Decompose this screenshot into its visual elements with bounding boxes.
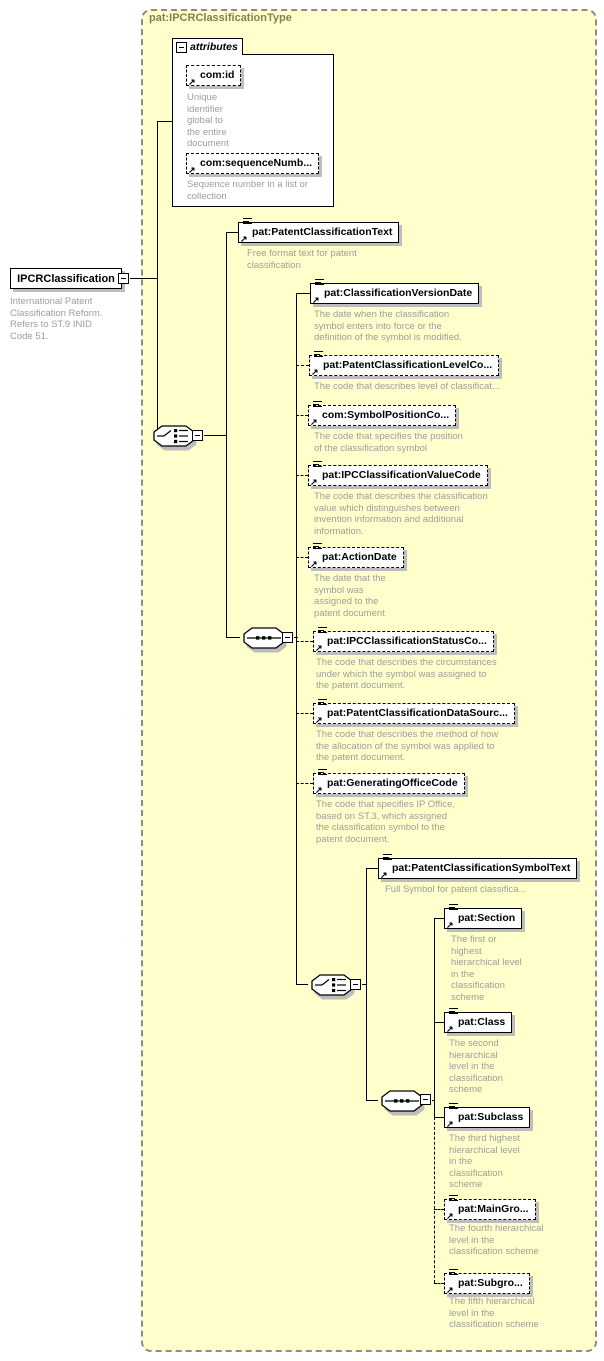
reference-arrow-icon: ↗ xyxy=(310,417,318,427)
connector-line xyxy=(296,984,308,985)
element-patentclassificationsymboltext[interactable] xyxy=(378,858,577,879)
reference-arrow-icon: ↗ xyxy=(446,1285,454,1295)
reference-arrow-icon: ↗ xyxy=(446,920,454,930)
text-content-icon xyxy=(449,1008,458,1016)
element-patentclassificationtext[interactable] xyxy=(238,222,399,243)
reference-arrow-icon: ↗ xyxy=(315,715,323,725)
element-description: The first or highest hierarchical level in the classification scheme xyxy=(451,934,522,1003)
connector-line xyxy=(296,641,313,642)
element-description: The code that describes the method of how the allocation of the symbol was applied to the patent document. xyxy=(316,729,499,763)
element-symbolpositioncode[interactable] xyxy=(308,405,456,426)
element-name: pat:PatentClassificationText xyxy=(252,226,393,238)
connector-line xyxy=(296,713,313,714)
connector-line xyxy=(366,868,378,869)
connector-line xyxy=(157,121,158,436)
collapse-attributes-toggle[interactable] xyxy=(176,42,187,53)
connector-line xyxy=(296,557,308,558)
connector-line xyxy=(434,1117,435,1283)
element-section[interactable] xyxy=(444,908,522,929)
element-name: pat:Subclass xyxy=(458,1111,524,1123)
element-description: The code that specifies IP Office, based on ST.3, which assigned the classification symbol to the patent document. xyxy=(316,799,456,845)
connector-line xyxy=(204,435,226,436)
element-ipcrclassification[interactable] xyxy=(10,268,122,289)
element-name: pat:PatentClassificationLevelCo... xyxy=(323,359,493,371)
text-content-icon xyxy=(315,279,324,287)
text-content-icon xyxy=(449,1103,458,1111)
connector-line xyxy=(434,1209,444,1210)
connector-line xyxy=(434,1022,444,1023)
connector-line xyxy=(226,232,227,638)
attributes-label: attributes xyxy=(190,41,238,53)
text-content-icon xyxy=(383,854,392,862)
connector-line xyxy=(296,293,310,294)
collapse-choice-toggle[interactable] xyxy=(192,430,203,441)
element-description: The code that describes level of classificat... xyxy=(314,381,500,392)
connector-line xyxy=(434,1117,444,1118)
attribute-description: Unique identifier global to the entire document xyxy=(187,92,229,149)
reference-arrow-icon: ↗ xyxy=(315,785,323,795)
element-name: pat:ClassificationVersionDate xyxy=(324,287,473,299)
complex-type-label: pat:IPCRClassificationType xyxy=(149,12,292,24)
element-subgroup[interactable] xyxy=(444,1273,530,1294)
element-classificationversiondate[interactable] xyxy=(310,283,479,304)
attribute-name: com:id xyxy=(200,69,235,81)
reference-arrow-icon: ↗ xyxy=(446,1024,454,1034)
element-description: International Patent Classification Reform. Refers to ST.9 INID Code 51. xyxy=(10,296,103,342)
reference-arrow-icon: ↗ xyxy=(315,643,323,653)
element-name: pat:IPCClassificationValueCode xyxy=(322,469,481,481)
element-patentclassificationdatasource[interactable] xyxy=(313,703,515,724)
element-description: Free format text for patent classification xyxy=(247,248,357,271)
element-description: The fourth hierarchical level in the classification scheme xyxy=(449,1223,544,1257)
element-description: The date when the classification symbol enters into force or the definition of the symbol is modified. xyxy=(314,309,462,343)
text-content-icon xyxy=(449,904,458,912)
text-content-icon xyxy=(449,1269,458,1277)
element-name: pat:PatentClassificationDataSourc... xyxy=(327,707,508,719)
connector-line xyxy=(296,783,313,784)
collapse-choice-toggle[interactable] xyxy=(350,979,361,990)
collapse-root-toggle[interactable] xyxy=(118,273,129,284)
reference-arrow-icon: ↗ xyxy=(380,870,388,880)
attributes-tab[interactable] xyxy=(172,38,243,55)
connector-line xyxy=(434,1283,444,1284)
text-content-icon xyxy=(449,1195,458,1203)
reference-arrow-icon: ↗ xyxy=(188,77,196,87)
connector-line xyxy=(434,918,444,919)
element-name: pat:ActionDate xyxy=(322,551,397,563)
text-content-icon xyxy=(313,543,322,551)
element-description: The second hierarchical level in the classification scheme xyxy=(449,1038,503,1095)
reference-arrow-icon: ↗ xyxy=(310,559,318,569)
element-name: pat:Class xyxy=(458,1016,506,1028)
reference-arrow-icon: ↗ xyxy=(311,367,319,377)
connector-line xyxy=(157,121,172,122)
reference-arrow-icon: ↗ xyxy=(188,165,196,175)
text-content-icon xyxy=(318,769,327,777)
element-description: The date that the symbol was assigned to the patent document xyxy=(314,573,386,619)
collapse-sequence-toggle[interactable] xyxy=(282,632,293,643)
connector-line xyxy=(366,868,367,1100)
element-description: The code that specifies the position of the classification symbol xyxy=(314,431,463,454)
element-generatingofficecode[interactable] xyxy=(313,773,465,794)
element-name: pat:MainGro... xyxy=(458,1203,529,1215)
element-name: pat:GeneratingOfficeCode xyxy=(327,777,458,789)
reference-arrow-icon: ↗ xyxy=(446,1211,454,1221)
text-content-icon xyxy=(243,218,252,226)
element-description: The third highest hierarchical level in the classification scheme xyxy=(449,1133,520,1190)
connector-line xyxy=(434,918,435,1117)
element-ipcclassificationvaluecode[interactable] xyxy=(308,465,488,486)
choice-compositor-icon[interactable] xyxy=(150,424,198,451)
attribute-name: com:sequenceNumb... xyxy=(200,157,313,169)
connector-line xyxy=(366,1100,378,1101)
sequence-compositor-icon[interactable] xyxy=(240,626,288,653)
element-description: The code that describes the circumstances under which the symbol was assigned to the patent document. xyxy=(316,657,497,691)
connector-line xyxy=(296,415,308,416)
text-content-icon xyxy=(314,351,323,359)
element-class[interactable] xyxy=(444,1012,512,1033)
element-patentclassificationlevelcode[interactable] xyxy=(309,355,499,376)
element-name: pat:PatentClassificationSymbolText xyxy=(392,862,571,874)
connector-line xyxy=(130,278,157,279)
connector-line xyxy=(296,475,308,476)
text-content-icon xyxy=(313,461,322,469)
element-subclass[interactable] xyxy=(444,1107,530,1128)
connector-line xyxy=(226,637,240,638)
element-name: pat:IPCClassificationStatusCo... xyxy=(327,635,487,647)
connector-line xyxy=(296,365,309,366)
reference-arrow-icon: ↗ xyxy=(240,234,248,244)
sequence-compositor-icon[interactable] xyxy=(378,1089,426,1116)
choice-compositor-icon[interactable] xyxy=(308,973,356,1000)
element-name: IPCRClassification xyxy=(17,273,115,285)
connector-line xyxy=(226,232,238,233)
element-ipcclassificationstatuscode[interactable] xyxy=(313,631,494,652)
element-actiondate[interactable] xyxy=(308,547,404,568)
text-content-icon xyxy=(318,699,327,707)
reference-arrow-icon: ↗ xyxy=(312,295,320,305)
attribute-description: Sequence number in a list or collection xyxy=(187,179,308,202)
element-name: pat:Subgro... xyxy=(458,1277,523,1289)
attribute-com-id[interactable] xyxy=(186,65,241,86)
connector-line xyxy=(296,293,297,985)
element-name: pat:Section xyxy=(458,912,516,924)
reference-arrow-icon: ↗ xyxy=(310,477,318,487)
element-maingroup[interactable] xyxy=(444,1199,536,1220)
reference-arrow-icon: ↗ xyxy=(446,1119,454,1129)
collapse-sequence-toggle[interactable] xyxy=(420,1094,431,1105)
attribute-com-sequencenumber[interactable] xyxy=(186,153,319,174)
text-content-icon xyxy=(313,401,322,409)
element-description: The fifth hierarchical level in the classification scheme xyxy=(449,1296,539,1330)
element-description: The code that describes the classification value which distinguishes between invention information and additional information. xyxy=(314,491,488,537)
element-description: Full Symbol for patent classifica... xyxy=(385,884,527,895)
element-name: com:SymbolPositionCo... xyxy=(322,409,450,421)
text-content-icon xyxy=(318,627,327,635)
